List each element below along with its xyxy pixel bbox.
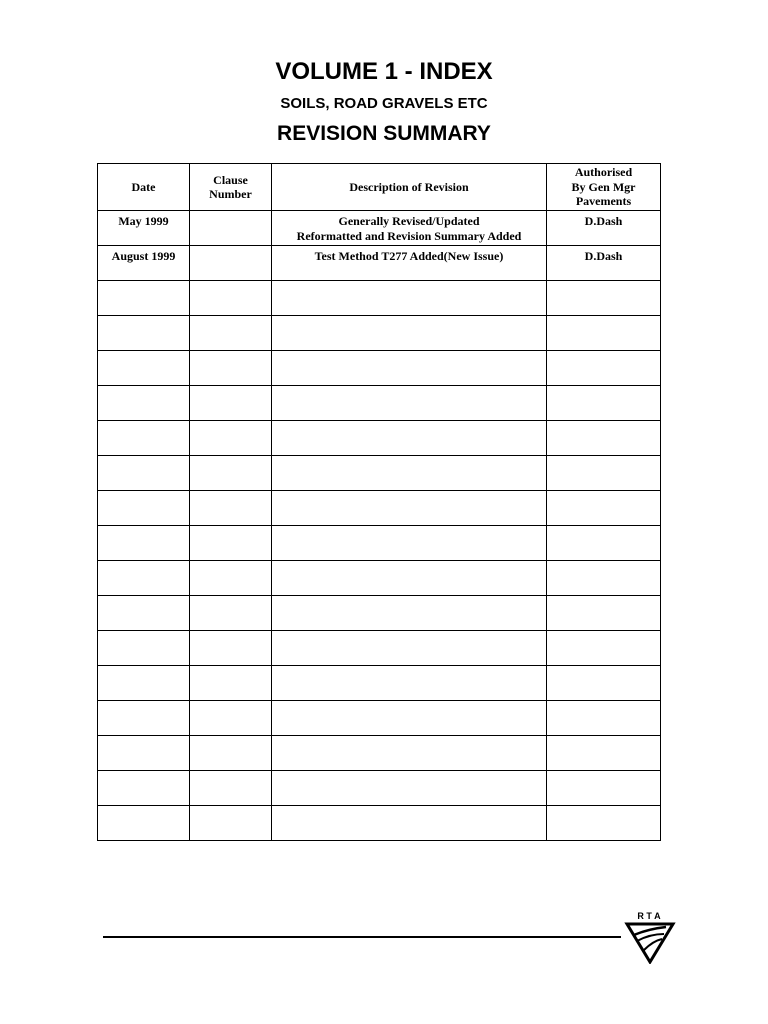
rta-logo-icon (622, 908, 678, 964)
cell-description (272, 491, 547, 526)
cell-description (272, 386, 547, 421)
table-row (98, 701, 661, 736)
cell-authorised (547, 631, 661, 666)
cell-authorised (547, 316, 661, 351)
cell-authorised (547, 701, 661, 736)
cell-authorised (547, 806, 661, 841)
cell-authorised (547, 351, 661, 386)
column-header-line: Description of Revision (349, 179, 469, 194)
cell-description (272, 351, 547, 386)
table-row (98, 561, 661, 596)
cell-clause-number (190, 526, 272, 561)
cell-authorised: D.Dash (547, 246, 661, 281)
description-line: Generally Revised/Updated (338, 214, 480, 228)
table-row (98, 491, 661, 526)
cell-authorised (547, 526, 661, 561)
cell-description (272, 666, 547, 701)
table-row (98, 736, 661, 771)
revision-summary-table (97, 163, 661, 841)
cell-date (98, 666, 190, 701)
cell-authorised (547, 491, 661, 526)
volume-title: VOLUME 1 - INDEX (275, 58, 493, 85)
cell-description (272, 736, 547, 771)
cell-clause-number (190, 596, 272, 631)
table-row (98, 211, 661, 246)
cell-description (272, 701, 547, 736)
cell-date (98, 561, 190, 596)
table-row (98, 806, 661, 841)
cell-clause-number (190, 806, 272, 841)
table-row (98, 596, 661, 631)
cell-date (98, 771, 190, 806)
revision-summary-heading: REVISION SUMMARY (277, 122, 491, 145)
cell-description (272, 631, 547, 666)
cell-date (98, 701, 190, 736)
cell-authorised (547, 386, 661, 421)
cell-date (98, 316, 190, 351)
table-row (98, 281, 661, 316)
cell-clause-number (190, 211, 272, 246)
cell-clause-number (190, 456, 272, 491)
cell-date (98, 281, 190, 316)
column-header-line: By Gen Mgr (571, 179, 636, 194)
table-row (98, 771, 661, 806)
table-header-row (98, 164, 661, 211)
cell-date (98, 631, 190, 666)
column-header-authorised (547, 164, 661, 211)
table-row (98, 526, 661, 561)
cell-date (98, 806, 190, 841)
column-header-date (98, 164, 190, 211)
cell-description (272, 596, 547, 631)
description-line: Test Method T277 Added(New Issue) (314, 249, 504, 263)
table-row (98, 351, 661, 386)
cell-description (272, 246, 547, 281)
cell-description (272, 281, 547, 316)
cell-date (98, 596, 190, 631)
cell-date: May 1999 (98, 211, 190, 246)
cell-clause-number (190, 386, 272, 421)
cell-authorised (547, 421, 661, 456)
column-header-clause-number (190, 164, 272, 211)
column-header-line: Pavements (575, 194, 632, 209)
logo-text: R T A (637, 911, 661, 921)
cell-description (272, 526, 547, 561)
table-row (98, 246, 661, 281)
cell-description (272, 771, 547, 806)
cell-date (98, 491, 190, 526)
cell-clause-number (190, 421, 272, 456)
column-header-line: Authorised (574, 165, 633, 180)
cell-date (98, 421, 190, 456)
cell-date (98, 526, 190, 561)
table-row (98, 316, 661, 351)
cell-authorised (547, 456, 661, 491)
cell-description (272, 316, 547, 351)
cell-authorised (547, 771, 661, 806)
cell-clause-number (190, 631, 272, 666)
cell-authorised (547, 281, 661, 316)
column-header-description (272, 164, 547, 211)
volume-subtitle: SOILS, ROAD GRAVELS ETC (280, 95, 488, 112)
table-row (98, 631, 661, 666)
cell-clause-number (190, 281, 272, 316)
table-row (98, 666, 661, 701)
cell-authorised (547, 736, 661, 771)
cell-date (98, 456, 190, 491)
column-header-line: Number (209, 187, 252, 201)
cell-clause-number (190, 771, 272, 806)
cell-authorised (547, 596, 661, 631)
column-header-line: Clause (213, 172, 248, 187)
column-header-line: Date (131, 179, 156, 194)
cell-clause-number (190, 491, 272, 526)
cell-clause-number (190, 701, 272, 736)
cell-description (272, 806, 547, 841)
cell-date (98, 386, 190, 421)
cell-clause-number (190, 316, 272, 351)
cell-authorised (547, 666, 661, 701)
cell-authorised: D.Dash (547, 211, 661, 246)
table-row (98, 386, 661, 421)
cell-date: August 1999 (98, 246, 190, 281)
description-line: Reformatted and Revision Summary Added (296, 228, 522, 243)
cell-clause-number (190, 246, 272, 281)
cell-authorised (547, 561, 661, 596)
cell-clause-number (190, 351, 272, 386)
cell-description (272, 211, 547, 246)
table-row (98, 456, 661, 491)
footer-rule (103, 936, 621, 938)
table-row (98, 421, 661, 456)
cell-clause-number (190, 666, 272, 701)
cell-description (272, 456, 547, 491)
cell-date (98, 736, 190, 771)
cell-clause-number (190, 561, 272, 596)
cell-clause-number (190, 736, 272, 771)
cell-description (272, 421, 547, 456)
cell-date (98, 351, 190, 386)
cell-description (272, 561, 547, 596)
revision-rows (98, 211, 661, 841)
